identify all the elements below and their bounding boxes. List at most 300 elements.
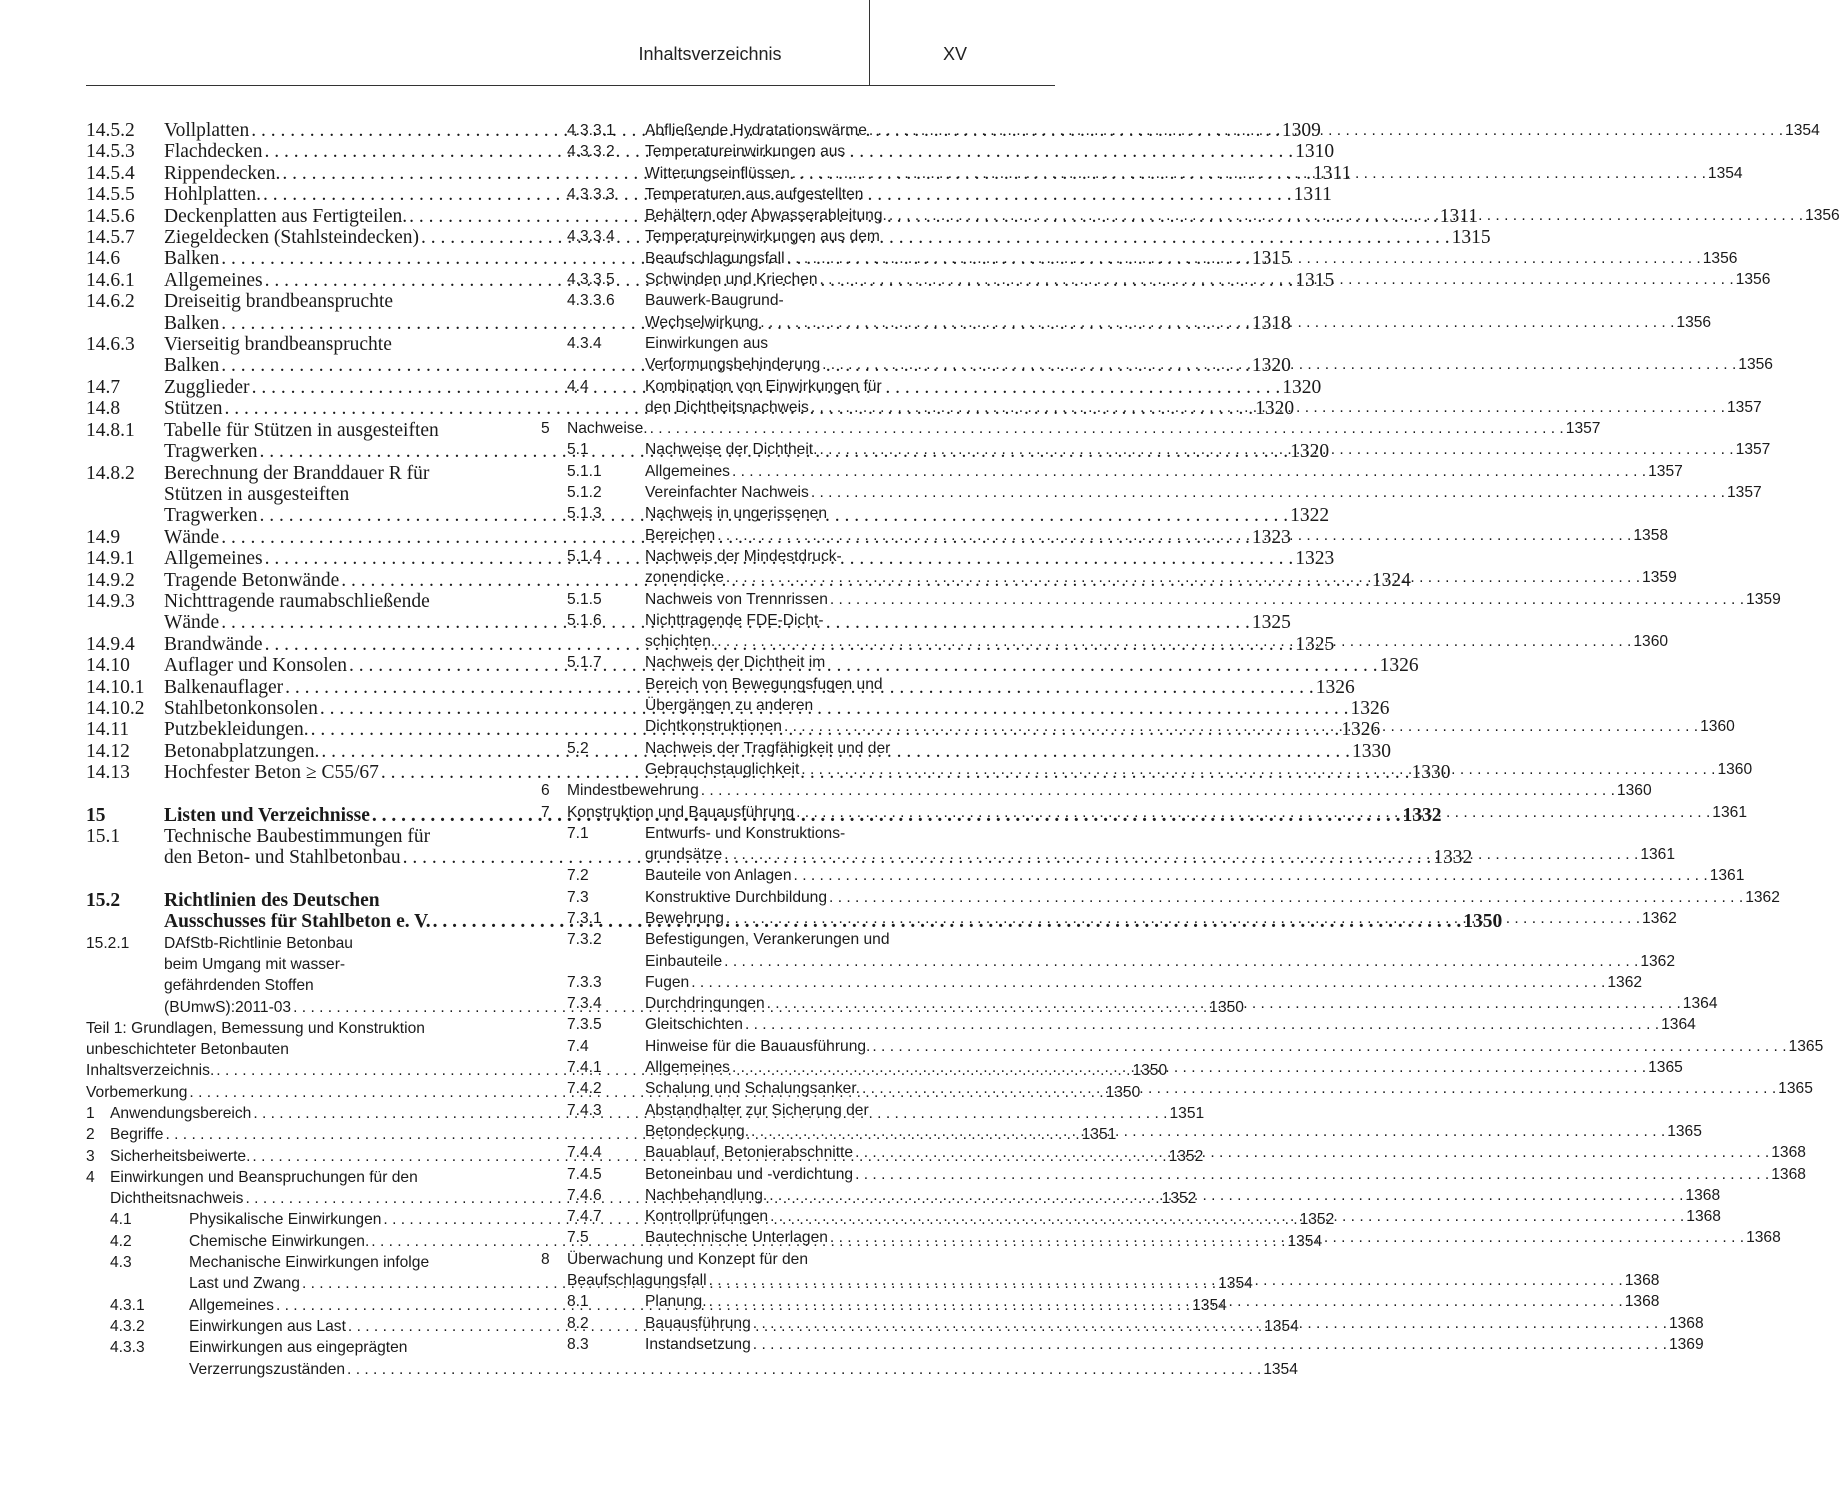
toc-entry-number: 14.9.2 [86, 569, 135, 591]
toc-entry-page: 1365 [1648, 1059, 1683, 1077]
toc-entry-title-line: Einbauteile [645, 952, 723, 970]
toc-entry-title-line: Konstruktion und Bauausführung [567, 803, 795, 821]
toc-entry-page: 1326 [1350, 697, 1390, 719]
toc-entry-title-line: Listen und Verzeichnisse [164, 804, 370, 826]
toc-entry-title-line: Allgemeines [645, 462, 730, 480]
toc-entry-title-line: Tragwerken [164, 441, 258, 463]
dot-leader [709, 1291, 1623, 1312]
toc-entry-page: 1351 [1081, 1126, 1117, 1144]
toc-entry-page: 1359 [1746, 590, 1781, 608]
dot-leader [869, 120, 1783, 141]
toc-entry-page: 1368 [1624, 1293, 1660, 1311]
toc-entry-number: 4.3.3.6 [567, 292, 615, 310]
toc-entry-page: 1326 [1379, 655, 1419, 677]
toc-entry-number: 4.3.4 [567, 334, 602, 352]
toc-entry-title-line: unbeschichteter Betonbauten [86, 1041, 289, 1059]
toc-entry-title-line: Betonabplatzungen. [164, 740, 320, 762]
toc-entry-number: 7.4 [567, 1037, 589, 1055]
toc-entry[interactable] [541, 865, 1745, 886]
toc-entry-title-line: Temperatureinwirkungen aus [645, 143, 846, 161]
toc-entry-page: 1368 [1746, 1229, 1781, 1247]
toc-entry-number: 5.1.3 [567, 505, 602, 523]
toc-entry-title-line: Ziegeldecken (Stahlsteindecken) [164, 227, 420, 249]
toc-entry-number: 7.3.2 [567, 931, 602, 949]
toc-entry-page: 1356 [1702, 249, 1738, 267]
toc-entry-page: 1365 [1778, 1080, 1813, 1098]
toc-entry-page: 1357 [1565, 420, 1601, 438]
toc-entry-title-line: Last und Zwang [189, 1275, 300, 1293]
toc-entry-page: 1351 [1169, 1105, 1205, 1122]
toc-entry-page: 1368 [1624, 1272, 1660, 1290]
toc-entry-number: 15.1 [86, 826, 121, 847]
toc-entry-title-line: Dreiseitig brandbeanspruchte [164, 291, 394, 313]
toc-entry-page: 1356 [1805, 207, 1840, 225]
toc-entry-title-line: Bereich von Bewegungsfugen und [645, 675, 883, 693]
toc-entry-page: 1369 [1668, 1335, 1704, 1353]
toc-entry-title-line: Temperatureinwirkungen aus dem [645, 228, 880, 246]
toc-entry-number: 14.10.2 [86, 697, 145, 719]
toc-entry-page: 1330 [1352, 740, 1392, 762]
toc-entry-title [541, 1014, 1696, 1035]
toc-entry-title-line: Entwurfs- und Konstruktions- [645, 824, 846, 842]
toc-entry-page: 1310 [1295, 141, 1335, 163]
toc-entry-title-line: Vereinfachter Nachweis [645, 484, 809, 502]
toc-entry[interactable] [541, 589, 1781, 610]
toc-entry-title-line: Gebrauchstauglichkeit [645, 760, 800, 778]
toc-entry-number: 14.5.7 [86, 227, 135, 249]
toc-entry-title-line: Tragwerken [164, 505, 258, 527]
toc-entry-number: 14.9.4 [86, 633, 135, 655]
toc-entry-number: 14.8 [86, 398, 121, 420]
toc-entry-number: 14.13 [86, 762, 130, 784]
toc-entry-title-line: Dichtheitsnachweis [110, 1190, 244, 1208]
toc-entry-page: 1332 [1433, 847, 1473, 869]
toc-entry-page: 1362 [1642, 909, 1677, 927]
toc-entry-number: 5.1.6 [567, 611, 602, 629]
toc-entry-number: 7.4.1 [567, 1059, 602, 1077]
toc-entry-number: 6 [541, 782, 550, 800]
toc-entry-title-line: Temperaturen aus aufgestellten [645, 185, 864, 203]
header-rule [86, 85, 1055, 86]
toc-entry-number: 7.3 [567, 888, 589, 906]
toc-entry-title-line: Stützen [164, 398, 223, 420]
dot-leader [822, 354, 1736, 375]
toc-entry-number: 7.3.1 [567, 909, 602, 927]
toc-entry-number: 14.10.1 [86, 676, 145, 698]
toc-entry-title-line: Einwirkungen aus [645, 334, 769, 352]
toc-entry-title-line: Nachweis der Mindestdruck- [645, 547, 842, 565]
toc-entry-title-line: Einwirkungen aus Last [189, 1317, 346, 1335]
toc-entry-page: 1358 [1633, 526, 1669, 544]
toc-entry-number: 14.5.6 [86, 205, 135, 227]
toc-entry-number: 4.1 [110, 1211, 132, 1229]
toc-entry-title-line: Allgemeines [164, 269, 263, 291]
dot-leader [347, 1359, 1261, 1380]
toc-entry-number: 15.2.1 [86, 934, 130, 952]
toc-entry-page: 1368 [1771, 1144, 1806, 1162]
toc-entry-title-line: Tragende Betonwände [164, 569, 340, 591]
toc-entry-title-line: Bereichen [645, 526, 716, 544]
toc-entry-page: 1352 [1299, 1211, 1335, 1229]
dot-leader [820, 269, 1734, 290]
toc-entry-title-line: Beaufschlagungsfall [567, 1272, 707, 1290]
toc-entry-title-line: Bauwerk-Baugrund- [645, 292, 784, 310]
toc-entry-title-line: beim Umgang mit wasser- [164, 955, 346, 973]
toc-entry-number: 8.1 [567, 1293, 589, 1311]
toc-entry-title-line: schichten. [645, 633, 716, 651]
toc-entry-title-line: Bewehrung [645, 909, 724, 927]
toc-entry-title-line: Hinweise für die Bauausführung. [645, 1037, 871, 1055]
toc-entry-page: 1365 [1788, 1037, 1824, 1055]
toc-entry-title-line: Tabelle für Stützen in ausgesteiften [164, 419, 439, 441]
toc-entry-page: 1354 [1192, 1296, 1227, 1314]
toc-entry-title-line: Hochfester Beton ≥ C55/67 [164, 762, 379, 784]
toc-entry-title-line: Allgemeines [645, 1059, 730, 1077]
toc-entry-number: 14.10 [86, 655, 130, 677]
toc-entry-title [541, 972, 1643, 993]
toc-entry-title-line: Schalung und Schalungsanker. [645, 1080, 861, 1098]
toc-entry-page: 1356 [1676, 313, 1712, 331]
toc-entry-number: 3 [86, 1147, 95, 1165]
toc-entry-number: 14.5.4 [86, 162, 135, 184]
dot-leader [770, 1206, 1684, 1227]
toc-entry-number: 7.4.5 [567, 1165, 602, 1183]
toc-entry-page: 1311 [1313, 162, 1352, 184]
toc-entry-number: 4.3.2 [110, 1317, 145, 1335]
toc-entry-title-line: Begriffe [110, 1126, 164, 1144]
dot-leader [830, 1227, 1744, 1248]
dot-leader [751, 1121, 1665, 1142]
toc-entry-title-line: Bauausführung [645, 1314, 751, 1332]
toc-entry-page: 1311 [1293, 184, 1332, 206]
toc-entry-page: 1357 [1726, 398, 1762, 416]
toc-entry-title [86, 1018, 514, 1061]
toc-entry-page: 1357 [1735, 441, 1771, 459]
toc-entry-number: 4.3.3 [110, 1339, 145, 1357]
toc-entry-title-line: Vollplatten [164, 120, 250, 141]
toc-entry-title-line: Allgemeines [189, 1296, 274, 1314]
toc-entry-number: 4.3.3.2 [567, 143, 615, 161]
toc-entry-title-line: Sicherheitsbeiwerte. [110, 1147, 251, 1165]
toc-entry-page: 1354 [1287, 1232, 1323, 1250]
toc-entry-title-line: Nachweise der Dichtheit. [645, 441, 818, 459]
toc-entry-number: 4.3.1 [110, 1296, 145, 1314]
toc-entry-page: 1350 [1463, 911, 1503, 933]
toc-entry-page: 1320 [1255, 398, 1295, 420]
toc-entry-number: 4.4 [567, 377, 589, 395]
toc-entry-title-line: Nachweis der Tragfähigkeit und der [645, 739, 891, 757]
dot-leader [796, 802, 1710, 823]
toc-entry-number: 14.8.2 [86, 462, 135, 484]
toc-entry-title-line: gefährdenden Stoffen [164, 977, 314, 995]
toc-entry-page: 1320 [1251, 355, 1291, 377]
toc-entry-title-line: Instandsetzung [645, 1335, 751, 1353]
toc-entry-page: 1360 [1616, 782, 1652, 800]
dot-leader [650, 418, 1564, 439]
toc-entry-title [541, 1036, 1824, 1057]
toc-entry-number: 5.1 [567, 441, 589, 459]
toc-entry-title-line: Beaufschlagungsfall [645, 249, 785, 267]
toc-entry-title-line: Flachdecken [164, 141, 263, 163]
toc-entry-number: 7.4.7 [567, 1208, 602, 1226]
toc-entry-title [541, 865, 1745, 886]
toc-entry-title [541, 887, 1780, 908]
toc-entry-number: 4.3.3.3 [567, 185, 615, 203]
toc-entry-title-line: Vorbemerkung [86, 1083, 188, 1101]
toc-entry-page: 1315 [1251, 248, 1291, 270]
toc-entry-page: 1357 [1726, 484, 1762, 502]
toc-entry-number: 14.6.1 [86, 269, 135, 291]
toc-entry-page: 1311 [1439, 205, 1479, 227]
toc-entry-number: 4.3 [110, 1254, 132, 1272]
toc-entry-title-line: (BUmwS):2011-03 [164, 998, 292, 1016]
toc-entry-title [541, 1334, 1704, 1355]
toc-entry-title-line: Nichttragende raumabschließende [164, 590, 430, 612]
toc-entry-title-line: Stahlbetonkonsolen [164, 697, 318, 719]
toc-entry-number: 14.6 [86, 248, 121, 270]
toc-entry-number: 4.3.3.4 [567, 228, 615, 246]
toc-entry [86, 1018, 514, 1061]
toc-entry-number: 1 [86, 1105, 95, 1122]
toc-entry[interactable] [541, 887, 1780, 908]
toc-entry-title-line: Nichttragende FDE-Dicht- [645, 611, 824, 629]
toc-entry-page: 1354 [1785, 122, 1820, 139]
toc-entry-number: 14.5.5 [86, 184, 135, 206]
toc-entry-number: 8.2 [567, 1314, 589, 1332]
toc-entry-title-line: Betoneinbau und -verdichtung [645, 1165, 854, 1183]
toc-entry-page: 1365 [1667, 1122, 1702, 1140]
toc-entry-title-line: Mindestbewehrung [567, 782, 699, 800]
toc-entry-number: 5.1.7 [567, 654, 602, 672]
toc-entry-number: 7.3.4 [567, 995, 602, 1013]
toc-entry-number: 7.2 [567, 867, 589, 885]
toc-entry-page: 1359 [1642, 569, 1677, 587]
dot-leader [811, 482, 1725, 503]
toc-entry-title [541, 1164, 1806, 1185]
toc-entry-page: 1362 [1640, 952, 1676, 970]
toc-entry-title-line: Hohlplatten. [164, 184, 261, 206]
dot-leader [830, 589, 1744, 610]
toc-entry-title-line: Inhaltsverzeichnis. [86, 1062, 215, 1080]
running-header-title: Inhaltsverzeichnis [638, 44, 782, 64]
toc-entry-number: 15.2 [86, 889, 121, 911]
toc-entry-title [541, 589, 1781, 610]
dot-leader [787, 248, 1701, 269]
toc-entry-number: 14.5.3 [86, 141, 135, 163]
toc-entry-page: 1352 [1168, 1147, 1204, 1165]
toc-entry-page: 1323 [1295, 548, 1335, 570]
toc-entry-title-line: zonendicke [645, 569, 724, 587]
toc-entry-title-line: Verformungsbehinderung [645, 356, 821, 374]
toc-entry-number: 7.4.2 [567, 1080, 602, 1098]
dot-leader [732, 461, 1646, 482]
toc-entry[interactable] [541, 482, 1762, 503]
toc-entry-title-line: Bauteile von Anlagen [645, 867, 792, 885]
toc-entry-number: 4 [86, 1168, 95, 1186]
toc-entry-title-line: Nachweis von Trennrissen [645, 590, 828, 608]
toc-entry-number: 14.8.1 [86, 419, 135, 441]
toc-entry-number: 7 [541, 803, 550, 821]
toc-entry-number: 15 [86, 804, 106, 826]
toc-entry-number: 14.7 [86, 376, 121, 398]
toc-entry-page: 1364 [1682, 995, 1718, 1013]
toc-entry-title [541, 482, 1762, 503]
toc-entry-number: 14.11 [86, 719, 130, 741]
toc-entry-title-line: Übergängen zu anderen [645, 697, 814, 715]
dot-leader [811, 397, 1725, 418]
toc-entry-number: 7.3.5 [567, 1016, 602, 1034]
toc-entry-title-line: Nachweis der Dichtheit im [645, 654, 826, 672]
toc-entry[interactable] [541, 929, 1676, 972]
toc-entry-number: 4.3.3.5 [567, 271, 615, 289]
toc-entry-title-line: Überwachung und Konzept für den [567, 1250, 809, 1268]
toc-entry-title-line: Dichtkonstruktionen [645, 718, 782, 736]
dot-leader [889, 205, 1803, 226]
toc-entry-title-line: Einwirkungen und Beanspruchungen für den [110, 1168, 418, 1186]
toc-entry-page: 1325 [1295, 633, 1335, 655]
toc-entry-page: 1326 [1341, 719, 1381, 741]
toc-entry-number: 7.4.3 [567, 1101, 602, 1119]
toc-entry-page: 1356 [1735, 271, 1771, 289]
toc-entry-title-line: Balken [164, 355, 220, 377]
toc-entry-page: 1322 [1290, 505, 1330, 527]
toc-entry[interactable] [541, 972, 1643, 993]
toc-entry-title-line: Brandwände [164, 633, 263, 655]
toc-entry-page: 1309 [1281, 120, 1321, 141]
dot-leader [724, 951, 1638, 972]
dot-leader [745, 1014, 1659, 1035]
toc-entry[interactable] [541, 418, 1601, 439]
toc-entry-number: 5.1.2 [567, 484, 602, 502]
toc-entry[interactable] [541, 1014, 1696, 1035]
toc-entry[interactable] [541, 1334, 1704, 1355]
toc-entry-title-line: Kontrollprüfungen [645, 1208, 769, 1226]
toc-entry-number: 7.3.3 [567, 973, 602, 991]
dot-leader [794, 865, 1708, 886]
toc-entry-page: 1350 [1105, 1083, 1141, 1101]
toc-entry-number: 5.1.5 [567, 590, 602, 608]
toc-entry-title-line: Konstruktive Durchbildung [645, 888, 828, 906]
toc-entry-page: 1326 [1315, 676, 1355, 698]
toc-entry-title-line: Durchdringungen [645, 995, 765, 1013]
toc-entry-page: 1354 [1218, 1275, 1253, 1293]
toc-entry-title-line: Bauablauf, Betonierabschnitte [645, 1144, 854, 1162]
toc-entry-title-line: Kombination von Einwirkungen für [645, 377, 882, 395]
toc-entry-title-line: Abstandhalter zur Sicherung der [645, 1101, 869, 1119]
toc-entry[interactable] [541, 1164, 1806, 1185]
toc-entry-page: 1368 [1685, 1186, 1721, 1204]
toc-entry-page: 1356 [1738, 356, 1773, 374]
toc-entry-title-line: Rippendecken. [164, 162, 281, 184]
toc-entry-title-line: Abfließende Hydratationswärme [645, 122, 867, 139]
toc-entry-title-line: Teil 1: Grundlagen, Bemessung und Konstruktion [86, 1019, 425, 1037]
dot-leader [709, 1270, 1623, 1291]
toc-entry-number: 7.4.4 [567, 1144, 602, 1162]
toc-entry-title-line: Witterungseinflüssen [645, 164, 790, 182]
toc-entry[interactable] [541, 461, 1683, 482]
toc-entry-title-line: Behältern oder Abwasserableitung. [645, 207, 887, 225]
toc-entry-page: 1368 [1668, 1314, 1704, 1332]
toc-entry-title-line: den Beton- und Stahlbetonbau [164, 847, 401, 869]
toc-entry-number: 2 [86, 1126, 95, 1144]
toc-entry-title-line: Balken [164, 248, 220, 270]
toc-entry-page: 1315 [1451, 227, 1491, 249]
toc-entry-number: 8.3 [567, 1335, 589, 1353]
toc-entry-page: 1350 [1209, 998, 1244, 1016]
toc-entry-title-line: Befestigungen, Verankerungen und [645, 931, 890, 949]
toc-entry-title-line: Physikalische Einwirkungen [189, 1211, 382, 1229]
toc-entry-page: 1354 [1264, 1317, 1299, 1335]
dot-leader [717, 525, 1631, 546]
toc-entry-number: 7.4.6 [567, 1186, 602, 1204]
toc-entry[interactable] [541, 1036, 1824, 1057]
toc-entry-page: 1354 [1707, 164, 1743, 182]
toc-entry-title-line: Bautechnische Unterlagen [645, 1229, 828, 1247]
toc-entry-title-line: Stützen in ausgesteiften [164, 483, 350, 505]
toc-entry-title-line: Planung. [645, 1293, 707, 1311]
toc-entry-title-line: Wechselwirkung [645, 313, 759, 331]
toc-entry-title-line: Nachbehandlung. [645, 1186, 768, 1204]
toc-entry-title-line: Balken [164, 312, 220, 334]
toc-entry-title-line: Verzerrungszuständen [189, 1360, 346, 1378]
toc-entry-title-line: den Dichtheitsnachweis [645, 398, 809, 416]
toc-entry-number: 5.1.4 [567, 547, 602, 565]
dot-leader [855, 1142, 1769, 1163]
toc-entry-title-line: Vierseitig brandbeanspruchte [164, 334, 392, 356]
toc-entry-page: 1361 [1709, 867, 1745, 885]
toc-entry-title-line: Chemische Einwirkungen. [189, 1232, 370, 1250]
toc-entry-page: 1325 [1251, 612, 1291, 634]
dot-leader [784, 716, 1698, 737]
dot-leader [732, 1057, 1646, 1078]
toc-entry-title-line: Anwendungsbereich [110, 1105, 252, 1122]
toc-entry-page: 1352 [1161, 1190, 1197, 1208]
toc-entry-page: 1361 [1640, 846, 1676, 864]
toc-entry-page: 1368 [1686, 1208, 1721, 1226]
toc-entry-title-line: Nachweise. [567, 420, 648, 438]
toc-entry-page: 1332 [1402, 804, 1442, 826]
toc-entry-title-line: Ausschusses für Stahlbeton e. V. [164, 911, 431, 933]
dot-leader [726, 908, 1640, 929]
toc-entry-title-line: Gleitschichten [645, 1016, 743, 1034]
toc-entry-title [541, 461, 1683, 482]
toc-entry-title-line: Zugglieder [164, 376, 250, 398]
toc-entry-number: 7.5 [567, 1229, 589, 1247]
toc-entry-title-line: Deckenplatten aus Fertigteilen. [164, 205, 408, 227]
toc-entry-page: 1320 [1282, 376, 1322, 398]
toc-entry-title-line: DAfStb-Richtlinie Betonbau [164, 934, 353, 952]
toc-entry-title-line: Betondeckung. [645, 1122, 750, 1140]
toc-entry-page: 1361 [1712, 803, 1747, 821]
toc-entry-title [541, 929, 1676, 972]
toc-entry-page: 1357 [1648, 462, 1683, 480]
toc-entry[interactable] [541, 780, 1652, 801]
dot-leader [701, 780, 1615, 801]
toc-entry-page: 1315 [1295, 269, 1335, 291]
toc-entry-title-line: Allgemeines [164, 548, 263, 570]
dot-leader [767, 993, 1681, 1014]
dot-leader [862, 1078, 1776, 1099]
toc-entry-title-line: Schwinden und Kriechen [645, 271, 818, 289]
toc-entry-title-line: Richtlinien des Deutschen [164, 889, 380, 911]
toc-entry-number: 8 [541, 1250, 550, 1268]
toc-entry-number: 5.2 [567, 739, 589, 757]
toc-entry-title [541, 418, 1601, 439]
toc-entry-page: 1330 [1411, 762, 1451, 784]
dot-leader [819, 439, 1733, 463]
toc-entry-page: 1360 [1717, 760, 1753, 778]
toc-entry-page: 1324 [1371, 569, 1411, 591]
